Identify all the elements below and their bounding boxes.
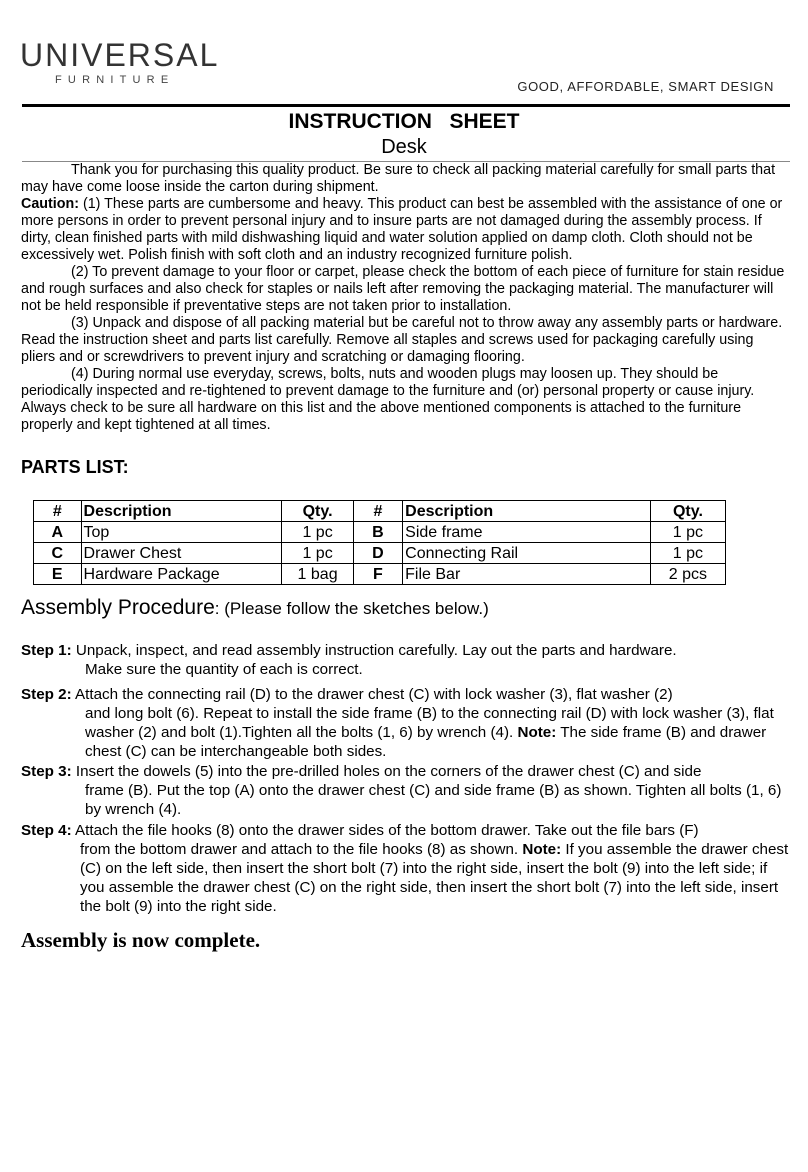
step-text-part: from the bottom drawer and attach to the file hooks (8) as shown.	[80, 841, 523, 858]
part-description: File Bar	[403, 564, 651, 585]
header-cell: Description	[403, 501, 651, 522]
brand-sub: FURNITURE	[55, 74, 175, 86]
step-3	[21, 762, 789, 819]
step-label: Step 2:	[21, 686, 72, 703]
note-text: The side frame (B) and drawer chest (C) can be interchangeable both sides.	[85, 724, 767, 760]
table-header-row	[34, 501, 726, 522]
part-description: Hardware Package	[81, 564, 282, 585]
notice-4: (4) During normal use everyday, screws, bolts, nuts and wooden plugs may loosen up. They should be periodically inspected and re-tightened to prevent damage to the furniture and (or) personal property or cause injury. Always check to be sure all hardware on this list and the above mentioned components is attached to the furniture properly and kept tightened at all times.	[21, 366, 755, 433]
brand-name: UNIVERSAL	[20, 37, 220, 73]
notice-3: (3) Unpack and dispose of all packing material but be careful not to throw away any assembly parts or hardware. Read the instruction sheet and parts list carefully. Remove all staples and screws used for packaging carefully using pliers and or screwdrivers to prevent injury and scratching or damaging flooring.	[21, 315, 783, 365]
part-id: E	[34, 564, 82, 585]
part-id: C	[34, 543, 82, 564]
part-qty: 1 pc	[650, 522, 725, 543]
part-qty: 1 pc	[650, 543, 725, 564]
part-description: Drawer Chest	[81, 543, 282, 564]
step-1	[21, 641, 761, 679]
step-text: Unpack, inspect, and read assembly instruction carefully. Lay out the parts and hardware.	[71, 642, 677, 659]
header-cell: Qty.	[282, 501, 353, 522]
header-cell: Description	[81, 501, 282, 522]
part-id: B	[353, 522, 402, 543]
step-text-cont: Make sure the quantity of each is correct.	[85, 661, 363, 678]
header-cell: #	[34, 501, 82, 522]
part-qty: 1 pc	[282, 522, 353, 543]
part-qty: 1 pc	[282, 543, 353, 564]
note-label: Note:	[522, 841, 562, 858]
header-cell: #	[353, 501, 402, 522]
intro-section	[21, 162, 788, 434]
caution-label: Caution:	[21, 196, 79, 212]
doc-subtitle: Desk	[381, 136, 427, 158]
table-row	[34, 564, 726, 585]
step-4	[21, 821, 793, 916]
assembly-complete: Assembly is now complete.	[21, 928, 261, 952]
step-label: Step 1:	[21, 642, 72, 659]
part-description: Top	[81, 522, 282, 543]
header-divider	[22, 104, 790, 107]
table-row	[34, 543, 726, 564]
note-text: If you assemble the drawer chest (C) on the left side, then insert the short bolt (7) into the right side, insert the bolt (9) into the left side; if you assemble the drawer chest (C) on the right side, then insert the short bolt (7) into the left side, insert the bolt (9) into the right side.	[80, 841, 789, 915]
step-text-cont	[85, 704, 779, 761]
step-text-cont: frame (B). Put the top (A) onto the drawer chest (C) and side frame (B) as shown. Tighten all bolts (1, 6) by wrench (4).	[85, 782, 782, 818]
intro-paragraph: Thank you for purchasing this quality product. Be sure to check all packing material carefully for small parts that may have come loose inside the carton during shipment.	[21, 162, 776, 195]
step-text: Attach the file hooks (8) onto the drawer sides of the bottom drawer. Take out the file bars (F)	[71, 822, 699, 839]
part-qty: 2 pcs	[650, 564, 725, 585]
table-row	[34, 522, 726, 543]
step-text-part: and long bolt (6). Repeat to install the side frame (B) to the connecting rail (D) with lock washer (3), flat washer (2) and bolt (1).Tighten all the bolts (1, 6) by wrench (4).	[85, 705, 774, 741]
part-id: F	[353, 564, 402, 585]
caution-paragraph	[21, 196, 788, 264]
procedure-subtitle: : (Please follow the sketches below.)	[214, 599, 489, 618]
part-id: D	[353, 543, 402, 564]
step-text-cont	[80, 840, 793, 916]
step-text: Insert the dowels (5) into the pre-drilled holes on the corners of the drawer chest (C) and side	[71, 763, 702, 780]
header-cell: Qty.	[650, 501, 725, 522]
step-label: Step 4:	[21, 822, 72, 839]
doc-title: INSTRUCTION SHEET	[288, 110, 520, 133]
caution-text: (1) These parts are cumbersome and heavy. This product can best be assembled with the assistance of one or more persons in order to prevent personal injury and to insure parts are not damaged during the assembly process. If dirty, clean finished parts with mild dishwashing liquid and water solution applied on damp cloth. Cloth should not be excessively wet. Polish finish with soft cloth and an industry recognized furniture polish.	[21, 196, 783, 263]
brand-tagline: GOOD, AFFORDABLE, SMART DESIGN	[517, 79, 774, 94]
parts-table	[33, 500, 726, 585]
step-text: Attach the connecting rail (D) to the drawer chest (C) with lock washer (3), flat washer (2)	[71, 686, 673, 703]
step-label: Step 3:	[21, 763, 72, 780]
part-qty: 1 bag	[282, 564, 353, 585]
part-description: Connecting Rail	[403, 543, 651, 564]
procedure-heading	[21, 596, 489, 620]
part-description: Side frame	[403, 522, 651, 543]
part-id: A	[34, 522, 82, 543]
brand-logo	[20, 38, 219, 86]
step-2	[21, 685, 781, 761]
procedure-title: Assembly Procedure	[21, 596, 215, 619]
parts-list-title: PARTS LIST:	[21, 457, 129, 477]
notice-2: (2) To prevent damage to your floor or carpet, please check the bottom of each piece of furniture for stain residue and rough surfaces and also check for staples or nails left after removing the packaging material. The manufacturer will not be held responsible if preventative steps are not taken prior to installation.	[21, 264, 785, 314]
note-label: Note:	[517, 724, 557, 741]
